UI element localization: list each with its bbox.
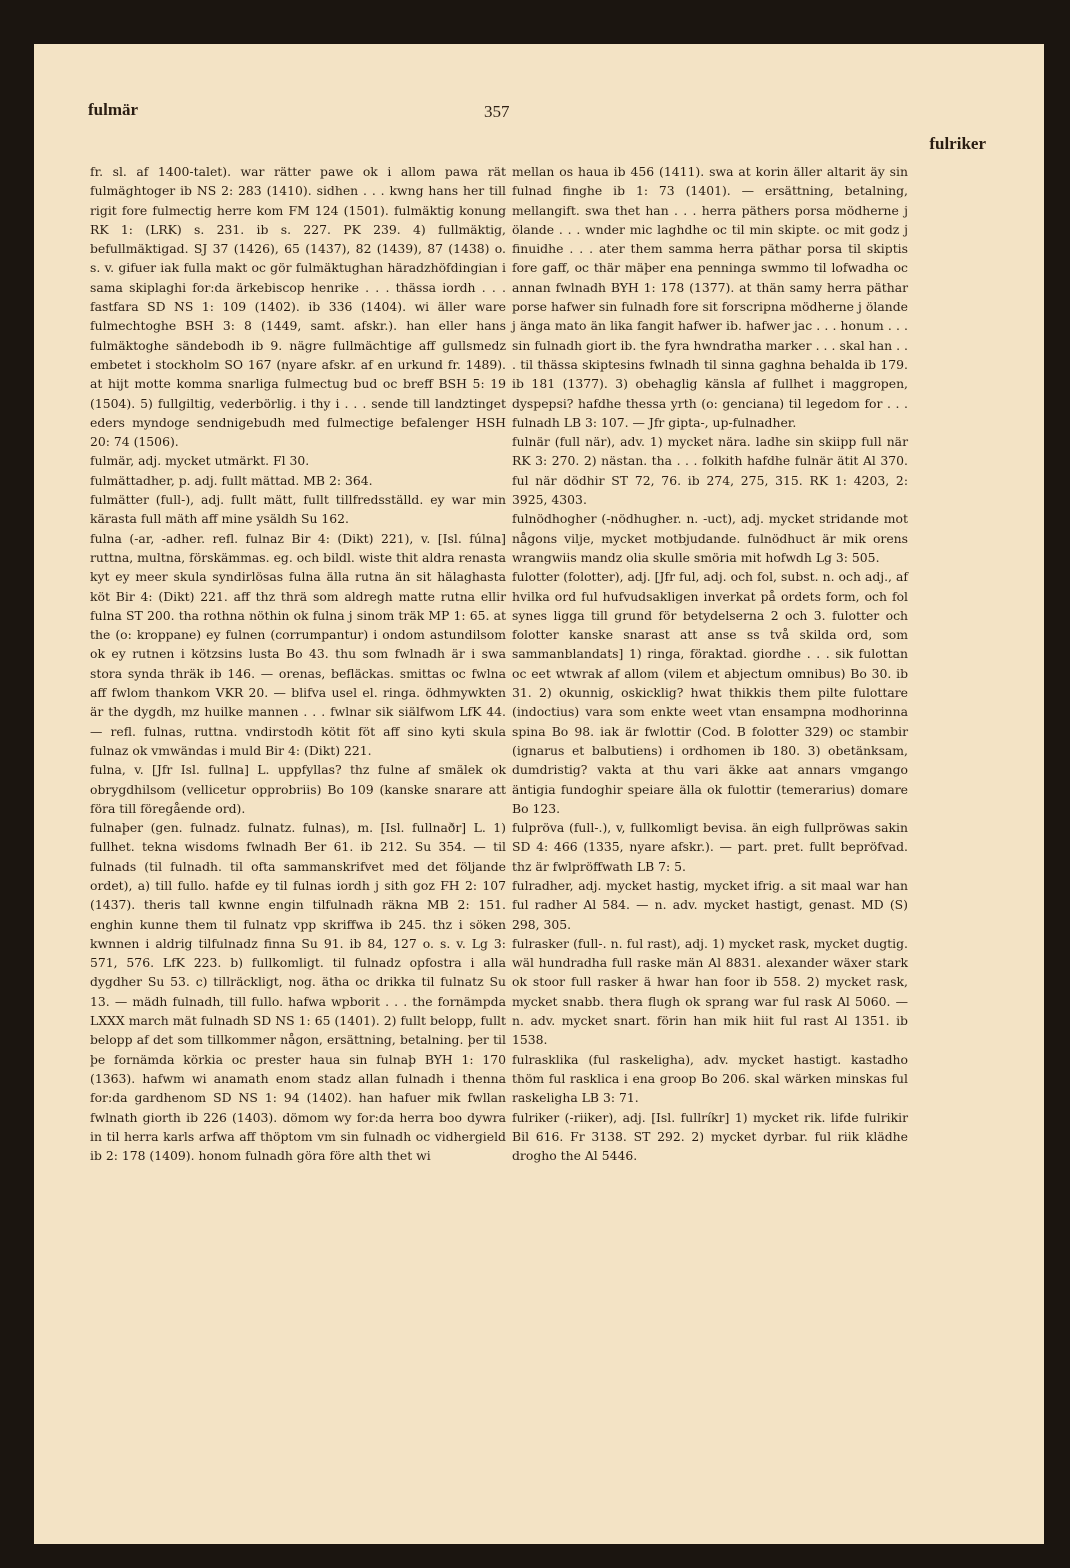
entry-fulna-2: fulna, v. [Jfr Isl. fullna] L. uppfyllas? thz fulne af smälek ok obrygdhilsom (vellicetur opprobriis) Bo 109 (kanske snarare att föra till föregående ord). xyxy=(90,762,506,816)
dictionary-page xyxy=(34,44,1044,1544)
entry-fulotter: fulotter (folotter), adj. [Jfr ful, adj. och fol, subst. n. och adj., af hvilka ord ful hufvudsakligen inverkat på ordets form, och fol synes ligga till grund för betydelserna 2 och 3. fulotter och folotter kanske snarast att anse ss två skilda ord, som sammanblandats] 1) ringa, föraktad. giordhe . . . sik fulottan oc eet wtwrak af allom (vilem et abjectum omnibus) Bo 30. ib 31. 2) okunnig, oskicklig? hwat thikkis them pilte fulottare (indoctius) vara som enkte weet vtan ensampna modhorinna spina Bo 98. iak är fwlottir (Cod. B folotter 329) oc stambir (ignarus et balbutiens) i ordhomen ib 180. 3) obetänksam, dumdristig? vakta at thu vari äkke aat annars vmgango äntigia fundoghir speiare älla ok fulottir (temerarius) domare Bo 123. xyxy=(512,569,908,816)
entry-fulmatter: fulmätter (full-), adj. fullt mätt, fullt tillfredsställd. ey war min kärasta full mäth aff mine ysäldh Su 162. xyxy=(90,492,506,527)
entry-fulrasklika: fulrasklika (ful raskeligha), adv. mycket hastigt. kastadho thöm ful rasklica i ena groop Bo 206. skal wärken minskas ful raskeligha LB 3: 71. xyxy=(512,1051,908,1106)
entry-fulna-1: fulna (-ar, -adher. refl. fulnaz Bir 4: (Dikt) 221), v. [Isl. fúlna] ruttna, multna, förskämmas. eg. och bildl. wiste thit aldra renasta kyt ey meer skula syndirlösas fulna älla rutna än sit hälaghasta köt Bir 4: (Dikt) 221. aff thz thrä som aldregh matte rutna ellir fulna ST 200. tha rothna nöthin ok fulna j sinom träk MP 1: 65. at the (o: kroppane) ey fulnen (corrumpantur) i ondom astundilsom ok ey rutnen i kötzsins lusta Bo 43. thu som fwlnadh är i swa stora synda thräk ib 146. — orenas, befläckas. smittas oc fwlna aff fwlom thankom VKR 20. — blifva usel el. ringa. ödhmywkten är the dygdh, mz huilke mannen . . . fwlnar sik siälfwom LfK 44. — refl. fulnas, ruttna. vndirstodh kötit föt aff sino kyti skula fulnaz ok vmwändas i muld Bir 4: (Dikt) 221. xyxy=(90,530,506,758)
entry-fulmaktig-cont: fr. sl. af 1400-talet). war rätter pawe ok i allom pawa rät fulmäghtoger ib NS 2: 283 (1410). sidhen . . . kwng hans her till rigit fore fulmectig herre kom FM 124 (1501). fulmäktig konung RK 1: (LRK) s. 231. ib s. 227. PK 239. 4) fullmäktig, befullmäktigad. SJ 37 (1426), 65 (1437), 82 (1439), 87 (1438) o. s. v. gifuer iak fulla makt oc gör fulmäktughan häradzhöfdingian i sama skiplaghi for:da ärkebiscop henrike . . . thässa iordh . . . fastfara SD NS 1: 109 (1402). ib 336 (1404). wi äller ware fulmechtoghe BSH 3: 8 (1449, samt. afskr.). han eller hans fulmäktoghe sändebodh ib 9. nägre fullmächtige aff gullsmedz embetet i stockholm SO 167 (nyare afskr. af en urkund fr. 1489). at hijt motte komma snarliga fulmectug bud oc breff BSH 5: 19 (1504). 5) fullgiltig, vederbörlig. i thy i . . . sende till landztinget eders myndoge sendnigebudh med fulmectige befalenger HSH 20: 74 (1506). xyxy=(90,164,506,450)
right-column xyxy=(512,162,908,1165)
entry-fulnar: fulnär (full när), adv. 1) mycket nära. ladhe sin skiipp full när RK 3: 270. 2) nästan. tha . . . folkith hafdhe fulnär ätit Al 370. ful när dödhir ST 72, 76. ib 274, 275, 315. RK 1: 4203, 2: 3925, 4303. xyxy=(512,434,908,508)
running-head-left: fulmär xyxy=(88,100,139,119)
left-column xyxy=(90,162,506,1165)
page-number: 357 xyxy=(484,102,510,121)
entry-fulmattadher: fulmättadher, p. adj. fullt mättad. MB 2: 364. xyxy=(90,472,373,488)
entry-fulnather-cont: mellan os haua ib 456 (1411). swa at korin äller altarit äy sin fulnad finghe ib 1: 73 (1401). — ersättning, betalning, mellangift. swa thet han . . . herra päthers porsa mödherne j ölande . . . wnder mic laghdhe oc til min skipte. oc mit godz j finuidhe . . . ater them samma herra päthar porsa til skiptis fore gaff, oc thär mäþer ena penninga swmmo til lofwadha oc annan fwlnadh BYH 1: 178 (1377). at thän samy herra päthar porse hafwer sin fulnadh fore sit forscripna mödherne j ölande j änga mato än lika fangit hafwer ib. hafwer jac . . . honum . . . sin fulnadh giort ib. the fyra hwndratha marker . . . skal han . . . til thässa skiptesins fwlnadh til sinna gaghna behalda ib 179. ib 181 (1377). 3) obehaglig känsla af fullhet i maggropen, dyspepsi? hafdhe thessa yrth (o: genciana) til legedom for . . . fulnadh LB 3: 107. — Jfr gipta-, up-fulnadher. xyxy=(512,164,908,430)
entry-fulmar: fulmär, adj. mycket utmärkt. Fl 30. xyxy=(90,453,310,469)
entry-fulrasker: fulrasker (full-. n. ful rast), adj. 1) mycket rask, mycket dugtig. wäl hundradha full raske män Al 8831. alexander wäxer stark ok stoor full rasker ä hwar han foor ib 558. 2) mycket rask, mycket snabb. thera flugh ok sprang war ful rask Al 5060. — n. adv. mycket snart. förin han mik hiit ful rast Al 1351. ib 1538. xyxy=(512,935,908,1048)
entry-fulradher: fulradher, adj. mycket hastig, mycket ifrig. a sit maal war han ful radher Al 584. — n. adv. mycket hastigt, genast. MD (S) 298, 305. xyxy=(512,877,908,932)
entry-fulriker: fulriker (-riiker), adj. [Isl. fullríkr] 1) mycket rik. lifde fulrikir Bil 616. Fr 3138. ST 292. 2) mycket dyrbar. ful riik klädhe drogho the Al 5446. xyxy=(512,1109,908,1164)
entry-fulprova: fulpröva (full-.), v, fullkomligt bevisa. än eigh fullpröwas sakin SD 4: 466 (1335, nyare afskr.). — part. pret. fullt bepröfvad. thz är fwlpröffwath LB 7: 5. xyxy=(512,820,908,874)
entry-fulnather: fulnaþer (gen. fulnadz. fulnatz. fulnas), m. [Isl. fullnaðr] L. 1) fullhet. tekna wisdoms fwlnadh Ber 61. ib 212. Su 354. — til fulnads (til fulnadh. til ofta sammanskrifvet med det följande ordet), a) till fullo. hafde ey til fulnas iordh j sith goz FH 2: 107 (1437). theris tall kwnne engin tilfulnadh räkna MB 2: 151. enghin kunne them til fulnatz vpp skriffwa ib 245. thz i söken kwnnen i aldrig tilfulnadz finna Su 91. ib 84, 127 o. s. v. Lg 3: 571, 576. LfK 223. b) fullkomligt. til fulnadz opfostra i alla dygdher Su 53. c) tillräckligt, nog. ätha oc drikka til fulnatz Su 13. — mädh fulnadh, till fullo. hafwa wpborit . . . the fornämpda LXXX march mät fulnadh SD NS 1: 65 (1401). 2) fullt belopp, fullt belopp af det som tillkommer någon, ersättning, betalning. þer til þe fornämda körkia oc prester haua sin fulnaþ BYH 1: 170 (1363). hafwm wi anamath enom stadz allan fulnadh i thenna for:da gardhenom SD NS 1: 94 (1402). han hafuer mik fwllan fwlnath giorth ib 226 (1403). dömom wy for:da herra boo dywra in til herra karls arfwa aff thöptom vm sin fulnadh oc vidhergield ib 2: 178 (1409). honom fulnadh göra före alth thet wi xyxy=(90,820,506,1164)
entry-fulnodhogher: fulnödhogher (-nödhugher. n. -uct), adj. mycket stridande mot någons vilje, mycket motbjudande. fulnödhuct är mik orens wrangwiis mandz olia skulle smöria mit hofwdh Lg 3: 505. xyxy=(512,511,908,565)
running-head-right: fulriker xyxy=(929,134,986,153)
